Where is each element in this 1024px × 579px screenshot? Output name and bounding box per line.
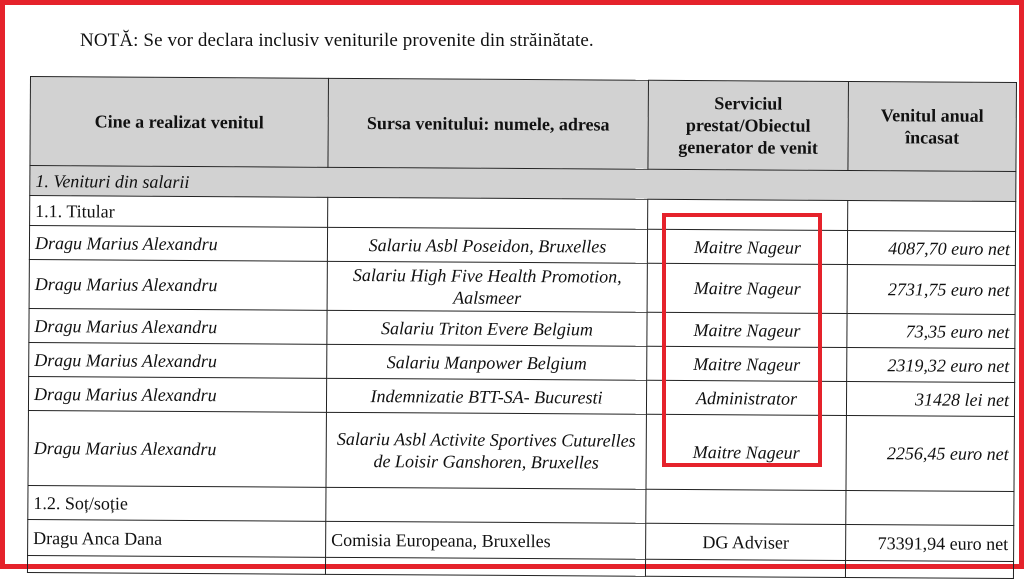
cell-service: Maitre Nageur	[646, 414, 846, 490]
cell-service: Maitre Nageur	[647, 312, 847, 347]
cell-service: DG Adviser	[646, 523, 846, 560]
empty-cell	[846, 490, 1014, 525]
header-source: Sursa venitului: numele, adresa	[328, 78, 649, 169]
cell-source: Comisia Europeana, Bruxelles	[326, 521, 646, 559]
empty-cell	[645, 559, 845, 577]
cell-source: Salariu High Five Health Promotion, Aalsmeer	[327, 261, 647, 312]
declaration-note: NOTĂ: Se vor declara inclusiv veniturile provenite din străinătate.	[80, 30, 594, 51]
cell-person: Dragu Marius Alexandru	[29, 308, 327, 344]
cell-source: Salariu Triton Evere Belgium	[327, 310, 647, 346]
subsection-title: 1.1. Titular	[30, 196, 328, 228]
header-service: Serviciul prestat/Obiectul generator de venit	[648, 80, 849, 170]
empty-cell	[326, 487, 646, 523]
cell-income: 2731,75 euro net	[847, 264, 1015, 314]
cell-person: Dragu Marius Alexandru	[28, 376, 326, 412]
empty-cell	[845, 560, 1013, 578]
table-row	[28, 410, 1014, 491]
cell-person: Dragu Marius Alexandru	[28, 410, 326, 487]
subsection-title: 1.2. Soț/soție	[28, 485, 326, 521]
cell-source: Indemnizatie BTT-SA- Bucuresti	[326, 378, 646, 414]
cell-source: Salariu Manpower Belgium	[327, 344, 647, 380]
cell-service: Administrator	[646, 380, 846, 415]
cell-person: Dragu Anca Dana	[28, 519, 326, 557]
cell-person: Dragu Marius Alexandru	[29, 342, 327, 378]
empty-cell	[325, 557, 645, 576]
empty-cell	[646, 489, 846, 524]
cell-person: Dragu Marius Alexandru	[29, 259, 327, 310]
cell-income: 31428 lei net	[846, 381, 1014, 416]
empty-cell	[27, 555, 325, 574]
cell-person: Dragu Marius Alexandru	[29, 226, 327, 262]
income-table	[27, 76, 1017, 579]
empty-cell	[328, 197, 648, 229]
highlight-box	[662, 213, 822, 467]
header-income: Venitul anual încasat	[848, 81, 1017, 171]
cell-service: Maitre Nageur	[647, 263, 847, 313]
cell-income: 2319,32 euro net	[847, 347, 1015, 382]
cell-service: Maitre Nageur	[647, 229, 847, 264]
cell-service: Maitre Nageur	[647, 346, 847, 381]
cell-source: Salariu Asbl Poseidon, Bruxelles	[327, 227, 647, 263]
cell-income: 2256,45 euro net	[846, 415, 1014, 491]
cell-income: 4087,70 euro net	[847, 230, 1015, 265]
table-row	[29, 259, 1015, 314]
cell-income: 73,35 euro net	[847, 313, 1015, 348]
cell-income: 73391,94 euro net	[846, 524, 1014, 561]
cell-source: Salariu Asbl Activite Sportives Cuturelles de Loisir Ganshoren, Bruxelles	[326, 412, 646, 489]
table-header-row	[30, 77, 1017, 172]
empty-cell	[848, 200, 1016, 231]
table-row	[28, 519, 1014, 561]
section-title: 1. Venituri din salarii	[30, 166, 1016, 202]
header-person: Cine a realizat venitul	[30, 77, 329, 168]
